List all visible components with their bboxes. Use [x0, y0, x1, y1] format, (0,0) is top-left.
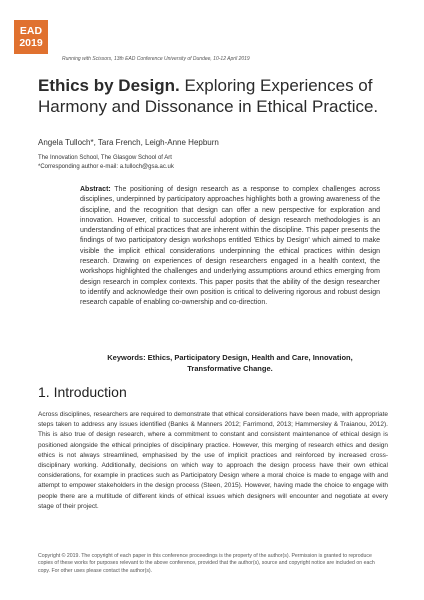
- affiliation-institution: The Innovation School, The Glasgow School of Art: [38, 155, 172, 161]
- title-rest: Exploring Experiences of Harmony and Dissonance in Ethical Practice.: [38, 76, 379, 116]
- title-lead: Ethics by Design.: [38, 76, 180, 95]
- conference-logo: [14, 20, 48, 54]
- keywords: Keywords: Ethics, Participatory Design, Health and Care, Innovation, Transformative Change.: [107, 353, 353, 373]
- abstract: [80, 185, 380, 309]
- section-heading: 1. Introduction: [38, 384, 127, 400]
- copyright-footer: Copyright © 2019. The copyright of each paper in this conference proceedings is the property of the author(s). Permission is granted to reproduce copies of these works for purposes relevant to the above conference, provided that the author(s), source and copyright notice are included on each copy. For other uses please contact the author(s).: [38, 553, 375, 574]
- paper-title: [38, 75, 398, 117]
- logo-line-2: 2019: [19, 37, 43, 49]
- affiliations: [38, 154, 174, 172]
- author-list: Angela Tulloch*, Tara French, Leigh-Anne Hepburn: [38, 138, 219, 147]
- logo-line-1: EAD: [19, 25, 43, 37]
- introduction-body: Across disciplines, researchers are required to demonstrate that ethical considerations have been made, with appropriate steps taken to address any issues identified (Banks & Manners 2012; Farrimond, 2013; Hammersley & Traianou, 2012). This is also true of design research, where a commitment to constant and consistent maintenance of ethical design is positioned alongside the ethical principles of disciplinary practice. However, this merging of research ethics and design ethics is not always streamlined, emphasised by the use of implicit practices and reinforced by increased cross-disciplinary working. Additionally, decisions on which way to approach the design process have their own ethical considerations, for example in practices such as Participatory Design where a moral choice is made to engage with and attempt to empower stakeholders in the design process (Steen, 2015). However, having made the choice to engage with people there are a multitude of different kinds of ethical issues which designers will encounter and negotiate at every stage of their project.: [38, 411, 388, 510]
- abstract-label: Abstract:: [80, 186, 111, 193]
- running-head: Running with Scissors, 13th EAD Conference University of Dundee, 10-12 April 2019: [62, 56, 250, 62]
- corresponding-author: *Corresponding author e-mail: a.tulloch@gsa.ac.uk: [38, 164, 174, 170]
- abstract-text: The positioning of design research as a response to complex challenges across disciplines, underpinned by participatory approaches highlights both a growing awareness of the discipline, and the recognition that design can offer a new perspective for exploration and innovation. However, critical to successful adoption of design research methodologies is an understanding of ethical practices that are inherent within the discipline. This paper presents the findings of two participatory design workshops entitled 'Ethics by Design' which aimed to make visible the implicit ethical considerations underpinning the ethical practices within design research. Drawing on experiences of design researchers engaged in a health context, the workshops highlighted the challenges and underlying assumptions around ethics emerging from design research in complex contexts. This paper posits that the ability of the design researcher to identify and acknowledge their own position is critical to delivering rigorous and robust design research capable of enabling co-ownership and co-direction.: [80, 186, 380, 307]
